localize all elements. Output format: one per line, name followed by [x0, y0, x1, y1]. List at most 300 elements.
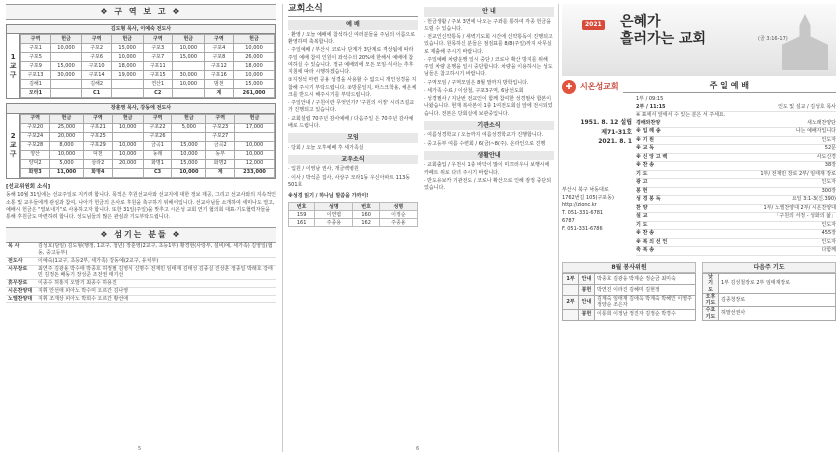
column-header: 헌금: [112, 114, 143, 123]
column-header: 헌금: [234, 35, 275, 44]
notice-item: · 전교인신약통독 / 새벽기도회 시간에 신약통독이 진행되고 있습니다. 원목하신 분들은 점검표를 8/8(주일)까지 사무실로 제출해 주시기 바랍니다.: [424, 34, 553, 55]
server-row: [6, 280, 276, 288]
table-row: [21, 89, 275, 98]
table-cell: 구포13: [21, 71, 50, 80]
news-item: · 당회 / 오늘 오후예배 후 세가족실: [288, 144, 364, 151]
table-cell: 11,000: [49, 168, 83, 177]
order-label: ※ 복 의 선 언: [636, 238, 668, 245]
prayer-slot: 수요기도: [703, 307, 719, 321]
table-cell: 30,000: [50, 71, 82, 80]
table-row: [21, 44, 275, 53]
table-cell: 구포24: [21, 132, 50, 141]
notice-item: · 반도유보카 기관전도 / 코로나 확산으로 인해 잠정 중단되었습니다.: [424, 177, 552, 191]
table-cell: 261,000: [234, 89, 275, 98]
table-cell: [50, 89, 82, 98]
prayer-table: [702, 273, 836, 321]
server-role: 시온찬양대: [6, 287, 36, 295]
prelude-note: ※ 표에서 앞에서 수 있는 분은 서 주세요.: [636, 112, 726, 118]
address-line: T. 051-331-6781: [562, 210, 604, 217]
side-label: 1: [10, 53, 16, 62]
table-cell: 구포2: [82, 44, 111, 53]
order-item: [636, 247, 836, 256]
table-cell: [112, 132, 143, 141]
table-cell: 구포9: [21, 62, 50, 71]
column-header: 구역: [206, 114, 235, 123]
order-label: 성 경 봉 독: [636, 196, 661, 202]
district-group-1: [6, 24, 276, 99]
table-row: [563, 296, 696, 310]
church-address: [562, 187, 632, 234]
table-cell: 구포16: [204, 71, 233, 80]
column-header: 번호: [289, 203, 315, 211]
fold-divider: [558, 4, 559, 452]
table-cell: 10,000: [49, 150, 83, 159]
order-label: ※ 찬 송: [636, 162, 655, 168]
side-label: 구: [9, 70, 17, 79]
server-row: [6, 243, 276, 257]
table-row: [21, 80, 275, 89]
server-names: 지휘 안선애 피아노 박수미 오르간 김나영: [36, 287, 276, 295]
table-cell: [111, 80, 143, 89]
service-leader: 인도 및 설교 / 김성호 목사: [778, 103, 836, 110]
table-cell: 25,000: [49, 123, 83, 132]
table-cell: 구포28: [21, 141, 50, 150]
order-label: 기 도: [636, 170, 648, 177]
table-cell: 이연엽: [315, 211, 353, 219]
server-row: [6, 295, 276, 303]
order-value: 38장: [824, 162, 836, 168]
table-row: [563, 274, 696, 285]
table-cell: 김해1: [21, 80, 50, 89]
table-cell: 10,000: [112, 150, 143, 159]
order-value: 인도자: [821, 238, 836, 245]
order-item: [636, 196, 836, 205]
table-cell: 구포7: [143, 53, 172, 62]
service-time-row: [636, 104, 836, 113]
service-part: [563, 309, 579, 320]
order-label: 기 도: [636, 221, 648, 228]
table-cell: 10,000: [172, 80, 204, 89]
table-cell: [112, 168, 143, 177]
serve-role: 봉헌: [579, 309, 595, 320]
section-life: 생활안내: [424, 151, 554, 161]
column-header: 헌금: [50, 35, 82, 44]
cover-page: [562, 4, 836, 452]
table-row: [21, 159, 275, 168]
next-prayer: [702, 262, 836, 321]
mission-note-text: 동해 10월 31일에는 선교주일로 지키려 합니다. 목적은 후원선교사와 선교지에 대한 정보 제공, 그리고 선교사와의 지속적인 소통 및 교우들에게 관심과 참여, 나아가 헌금의 은사로 후원을 촉구하기 위해서입니다. 선교사님들 소개하여 세미나도 열고, 예배시 헌금은 "열보내기"로 사용하고자 합니다. 또한 31일(주일)을 맞추고 시온성 교회 연기 협의회 대표·기도협력자들을 통해 후원금도 마련하려 합니다. 성도님들의 많은 관심과 기도부탁드립니다.: [6, 192, 276, 221]
service-time: 1부 / 09:15: [636, 96, 664, 102]
column-header: 헌금: [235, 114, 275, 123]
table-cell: 162: [353, 219, 379, 227]
table-cell: 15,000: [111, 44, 143, 53]
order-item: [636, 120, 836, 129]
address-line: http://zionc.kr: [562, 202, 597, 209]
order-value: 인도자: [821, 136, 836, 143]
section-notice: 안 내: [424, 7, 554, 17]
side-label: 교: [9, 61, 17, 70]
table-row: [289, 211, 418, 219]
column-header: 헌금: [49, 114, 83, 123]
church-news-title: 교회소식: [288, 4, 418, 17]
year-badge: 2021: [582, 20, 605, 30]
table-cell: 10,000: [112, 141, 143, 150]
table-cell: 화명3: [21, 168, 50, 177]
order-label: ※ 찬 송: [636, 230, 655, 236]
order-value: 다함께: [821, 247, 836, 253]
table-cell: 구포21: [84, 123, 113, 132]
table-cell: 구포15: [143, 71, 172, 80]
order-item: [636, 222, 836, 231]
table-cell: 화명1: [143, 159, 172, 168]
column-header: 구역: [82, 35, 111, 44]
page-number: 5: [138, 445, 142, 452]
table-cell: 구포22: [143, 123, 172, 132]
order-value: 「구원의 서정 - 성화의 삶」: [774, 213, 836, 219]
table-cell: 덕천: [84, 150, 113, 159]
notice-item: · 세가족 수료 / 이상철, 구포3구역, 6남선도회: [424, 87, 524, 94]
order-value: 요일 3:1-3(신.390): [791, 196, 836, 202]
table-cell: 김해2: [82, 80, 111, 89]
prayer-slot: 오후기도: [703, 293, 719, 307]
table-row: [703, 307, 836, 321]
table-cell: 구포27: [206, 132, 235, 141]
prayer-person: 허말선권사: [719, 307, 836, 321]
group-2-title: 장훈영 목사, 강동에 전도사: [7, 104, 275, 113]
table-cell: 8,000: [49, 141, 83, 150]
bulletin-info: [562, 96, 632, 256]
table-cell: 화명2: [206, 159, 235, 168]
order-value: 인도자: [821, 179, 836, 185]
table-row: [21, 132, 275, 141]
table-cell: 10,000: [235, 150, 275, 159]
news-item: ①지정석 마련 공용 성경을 사용할 수 없으니 개인성경을 지참해 주시기 부탁드립니다. ②방문일지, 마스크착용, 체온체크를 반드시 해주시기를 부탁드립니다.: [288, 77, 417, 98]
page-number: 6: [416, 445, 420, 452]
district-report-title: ❖ 구 역 보 고 ❖: [6, 4, 276, 20]
table-cell: C2: [143, 89, 172, 98]
table-row: [21, 123, 275, 132]
group-1-side: [7, 34, 20, 98]
table-cell: 161: [289, 219, 315, 227]
news-item: · 주일안내 / 구원이란 무엇인가? '구원의 서정' 시리즈설교가 진행되고 있습니다.: [288, 100, 415, 114]
order-value: 300장: [821, 187, 836, 194]
serve-role: 봉헌: [579, 285, 595, 296]
table-cell: 10,000: [234, 71, 275, 80]
server-names: 최연주 김광용 박수태 박종호 허정필 김영식 신명수 전재민 임태재 김태성 김종실 진상훈 정종일 박래호 강태민 김정돈 배동기 장성준 조전권 태기선: [36, 265, 276, 280]
cover-title: [620, 14, 706, 48]
table-row: [21, 53, 275, 62]
group-1-title: 김도형 목사, 이예숙 전도사: [7, 25, 275, 34]
group-1-table: [20, 34, 275, 98]
order-value: 1부/ 노엘찬양대 2부/ 시온찬양대: [763, 204, 836, 211]
fold-divider: [282, 4, 283, 452]
table-header-row: [289, 203, 418, 211]
serve-role: 안내: [579, 296, 595, 310]
server-role: 휴무장로: [6, 280, 36, 288]
notice-item: · 구역모임 / 구역모임은 8월 말까지 방학입니다.: [424, 79, 529, 86]
page-6: [288, 4, 554, 452]
order-item: [636, 205, 836, 214]
news-item: · 환영 / 오늘 예배에 참석하신 여러분들을 주님의 이름으로 환영하며 축복합니다.: [288, 31, 416, 45]
table-cell: 구포10: [82, 62, 111, 71]
bible-reading-title: ※성경 읽기 / 하나님 말씀을 가까이!: [288, 193, 369, 199]
table-cell: 17,000: [235, 123, 275, 132]
table-cell: 삼라2: [84, 159, 113, 168]
notice-item: · 헌금생활 / 주보 3면에 나오는 구좌를 통하여 각종 헌금을 드릴 수 있습니다.: [424, 18, 552, 32]
table-cell: 구포5: [21, 53, 50, 62]
table-cell: 5,000: [49, 159, 83, 168]
table-cell: [172, 62, 204, 71]
order-item: [636, 154, 836, 163]
table-cell: 범천: [204, 80, 233, 89]
table-row: [21, 71, 275, 80]
table-cell: 계: [206, 168, 235, 177]
server-names: 이종수 허홍지 오말기 최종수 하용진: [36, 280, 276, 288]
group-2-table: [20, 114, 275, 178]
group-2-side: [7, 114, 20, 178]
district-group-2: [6, 103, 276, 178]
prayer-person: 김종청장로: [719, 293, 836, 307]
table-cell: 연산1: [143, 80, 172, 89]
order-value: 새노래찬양단: [807, 119, 836, 126]
service-part: [563, 285, 579, 296]
table-cell: 구포29: [84, 141, 113, 150]
table-cell: 구포12: [204, 62, 233, 71]
next-prayer-title: 다음주 기도: [702, 262, 836, 274]
table-cell: 10,000: [111, 53, 143, 62]
table-cell: 159: [289, 211, 315, 219]
table-cell: 구포4: [204, 44, 233, 53]
table-cell: 금곡2: [206, 141, 235, 150]
side-label: 구: [9, 149, 17, 158]
order-value: 1부/ 전재민 장로 2부/ 임태재 장로: [760, 170, 836, 177]
order-label: 찬 양: [636, 204, 648, 211]
table-cell: 주종용: [379, 219, 417, 227]
table-cell: 구포14: [82, 71, 111, 80]
table-cell: 10,000: [172, 168, 206, 177]
column-header: 번호: [353, 203, 379, 211]
table-cell: [235, 132, 275, 141]
table-cell: 20,000: [49, 132, 83, 141]
table-cell: 20,000: [112, 159, 143, 168]
table-cell: 구포20: [21, 123, 50, 132]
table-cell: 5,000: [172, 123, 206, 132]
prayer-person: 1부 김성철장로 2부 임태재장로: [719, 274, 836, 294]
table-cell: 15,000: [50, 62, 82, 71]
table-cell: [172, 132, 206, 141]
table-header-row: [21, 114, 275, 123]
order-item: [636, 230, 836, 239]
news-item: · 주일예배 / 부산시 코로나 단계가 3단계로 격상됨에 따라 주일 예배 참여 인원이 좌석수의 20%에 한해서 예배에 참여하실 수 있습니다. 정규 예배외에 모든 모임·식사는 추후 지침에 따라 시행하겠습니다.: [288, 47, 414, 75]
serve-names: 김계숙 임태재 김애옥 박계숙 박혜인 이영주 정양순 조은자: [595, 296, 696, 310]
bible-reading-table: [288, 202, 418, 227]
notice-item: · 교회출입 / 우천시 1층 바닥이 많이 미끄러우니 보행시에 카페트 위로 다녀 주시기 바랍니다.: [424, 162, 550, 176]
table-row: [21, 62, 275, 71]
section-org-news: 기관소식: [424, 121, 554, 131]
table-cell: 구포6: [82, 53, 111, 62]
table-cell: 18,000: [111, 62, 143, 71]
table-cell: 15,000: [172, 159, 206, 168]
news-item: · 교회설립 70주년 감사예배 / 다음주일 은 70주년 감사예배로 드립니다.: [288, 115, 414, 129]
order-label: 경배와찬양: [636, 119, 661, 126]
table-cell: 160: [353, 211, 379, 219]
order-item: [636, 128, 836, 137]
cover-banner: [562, 4, 836, 76]
order-value: 52문: [824, 145, 836, 151]
table-row: [21, 150, 275, 159]
server-role: 노엘찬양대: [6, 295, 36, 303]
service-part: 2부: [563, 296, 579, 310]
table-cell: 구포23: [206, 123, 235, 132]
table-cell: 이정순: [379, 211, 417, 219]
table-cell: 19,000: [111, 71, 143, 80]
column-header: 구역: [143, 35, 172, 44]
order-value: 사도신경: [816, 153, 836, 160]
table-cell: 10,000: [172, 150, 206, 159]
table-row: [703, 293, 836, 307]
table-cell: 15,000: [172, 53, 204, 62]
founded-date: 1951. 8. 12 설립: [580, 119, 632, 126]
order-item: [636, 179, 836, 188]
server-role: 시무장로: [6, 265, 36, 280]
serve-committee-title: 8월 봉사위원: [562, 262, 696, 274]
order-item: [636, 145, 836, 154]
order-value: 인도자: [821, 221, 836, 228]
news-item: · 입원 / 이영남 권사, 개금백병원: [288, 166, 359, 173]
column-header: 구역: [21, 114, 50, 123]
table-row: [21, 141, 275, 150]
serve-table: [562, 273, 696, 321]
church-building-icon: [782, 14, 828, 70]
news-item: · 이사 / 박석준 집사, 사상구 모라1동 우신아파트 113동 501호: [288, 174, 411, 188]
notice-item: · 성경필사 / 지난번 전교인이 함께 참여한 성경필사 합본이 나왔습니다. 현재 복사본이 1층 1여전도회실 앞에 전시되었습니다. 전본은 당회실에 보관중입니다.: [424, 96, 553, 117]
column-header: 구역: [84, 114, 113, 123]
table-cell: C3: [143, 168, 172, 177]
server-row: [6, 257, 276, 265]
address-line: 부산시 북구 낙동대로: [562, 186, 609, 193]
server-row: [6, 265, 276, 280]
table-cell: C1: [82, 89, 111, 98]
table-cell: [50, 53, 82, 62]
table-cell: 12,000: [235, 159, 275, 168]
order-label: ※ 입 례 송: [636, 128, 661, 134]
server-role: 목 사: [6, 243, 36, 257]
table-cell: [50, 80, 82, 89]
table-cell: 구포11: [143, 62, 172, 71]
table-cell: [172, 89, 204, 98]
side-label: 교: [9, 141, 17, 150]
order-item: [636, 171, 836, 180]
church-name: 시온성교회: [580, 82, 619, 91]
cover-title-line: 은혜가: [620, 14, 661, 30]
server-names: 지휘 조재상 피아노 박희수 오르간 황선애: [36, 295, 276, 303]
notice-item: · 주일예배 차량운행 일시 중단 / 코로나 확산 방지를 위해 주일 차량 운행을 일시 중단합니다. 차량을 이용하시는 성도님들은 참고하시기 바랍니다.: [424, 56, 553, 78]
cover-verse: (골 3:16-17): [758, 36, 788, 42]
worship-order: [636, 96, 836, 256]
service-time: 2부 / 11:15: [636, 103, 666, 110]
order-label: 광 고: [636, 179, 648, 185]
worship-title: 주 일 예 배: [623, 81, 836, 93]
table-cell: 10,000: [234, 44, 275, 53]
table-cell: 구포3: [143, 44, 172, 53]
order-item: [636, 137, 836, 146]
server-row: [6, 287, 276, 295]
order-label: 봉 헌: [636, 187, 648, 194]
volume-number: 제71-31호: [601, 128, 632, 136]
table-cell: 18,000: [234, 62, 275, 71]
table-row: [703, 274, 836, 294]
table-cell: 동부: [206, 150, 235, 159]
order-item: [636, 162, 836, 171]
prayer-slot: 낮 기 도: [703, 274, 719, 294]
column-header: 구역: [21, 35, 50, 44]
server-role: 전도사: [6, 257, 36, 265]
table-cell: 양덕2: [21, 159, 50, 168]
serve-names: 박연진 이라진 김혜미 김현정: [595, 285, 696, 296]
address-line: 6787: [562, 217, 575, 224]
table-cell: [111, 89, 143, 98]
order-item: [636, 213, 836, 222]
order-label: ※ 신 앙 고 백: [636, 153, 668, 160]
servers-table: [6, 243, 276, 303]
table-cell: 양산: [21, 150, 50, 159]
order-label: 축 복 송: [636, 247, 654, 253]
address-line: F. 051-331-6786: [562, 225, 603, 232]
table-cell: 10,000: [172, 44, 204, 53]
table-cell: 구포25: [84, 132, 113, 141]
table-cell: 모라1: [21, 89, 50, 98]
bulletin-date: 2021. 8. 1: [598, 138, 632, 146]
serve-names: 박종호 김광웅 박계순 정순금 최미숙: [595, 274, 696, 285]
table-cell: 15,000: [172, 141, 206, 150]
table-cell: 10,000: [50, 44, 82, 53]
order-value: 나는 예배자입니다: [795, 128, 836, 134]
table-cell: 26,000: [234, 53, 275, 62]
table-row: [21, 168, 275, 177]
column-header: 구역: [143, 114, 172, 123]
column-header: 헌금: [172, 114, 206, 123]
cover-title-line: 흘러가는 교회: [620, 30, 707, 47]
serve-committee: [562, 262, 696, 321]
order-label: ※ 기 원: [636, 136, 655, 143]
table-cell: 동래: [143, 150, 172, 159]
serve-names: 이롱희 이정남 정진자 김정순 박경수: [595, 309, 696, 320]
table-header-row: [21, 35, 275, 44]
table-cell: 금곡1: [143, 141, 172, 150]
table-cell: 구포8: [204, 53, 233, 62]
table-cell: 구포26: [143, 132, 172, 141]
address-line: 1762번길 105(구포동): [562, 194, 614, 201]
notice-item: · 중고등부 여름 수련회 / 6(금)~8(주). 온라인으로 진행: [424, 140, 546, 147]
mission-note-title: [선교위원회 소식]: [6, 183, 51, 190]
table-cell: 계: [204, 89, 233, 98]
server-names: 이예숙(1교구, 초등2부, 세가족) 강동예(2교구, 유치부): [36, 257, 276, 265]
section-members: 교우소식: [288, 155, 418, 165]
table-cell: 주종용: [315, 219, 353, 227]
section-worship: 예 배: [288, 20, 418, 30]
page-5: [6, 4, 276, 452]
order-value: 455장: [821, 230, 836, 236]
side-label: 2: [10, 132, 16, 141]
column-header: 구역: [204, 35, 233, 44]
order-label: 설 교: [636, 213, 648, 219]
table-cell: 30,000: [172, 71, 204, 80]
servers-title: ❖ 섬기는 분들 ❖: [6, 227, 276, 243]
church-logo-icon: ✚: [562, 80, 576, 94]
section-meeting: 모임: [288, 133, 418, 143]
notice-item: · 여름성경학교 / 오늘까지 여름성경학교가 진행합니다.: [424, 132, 544, 139]
table-cell: 10,000: [112, 123, 143, 132]
